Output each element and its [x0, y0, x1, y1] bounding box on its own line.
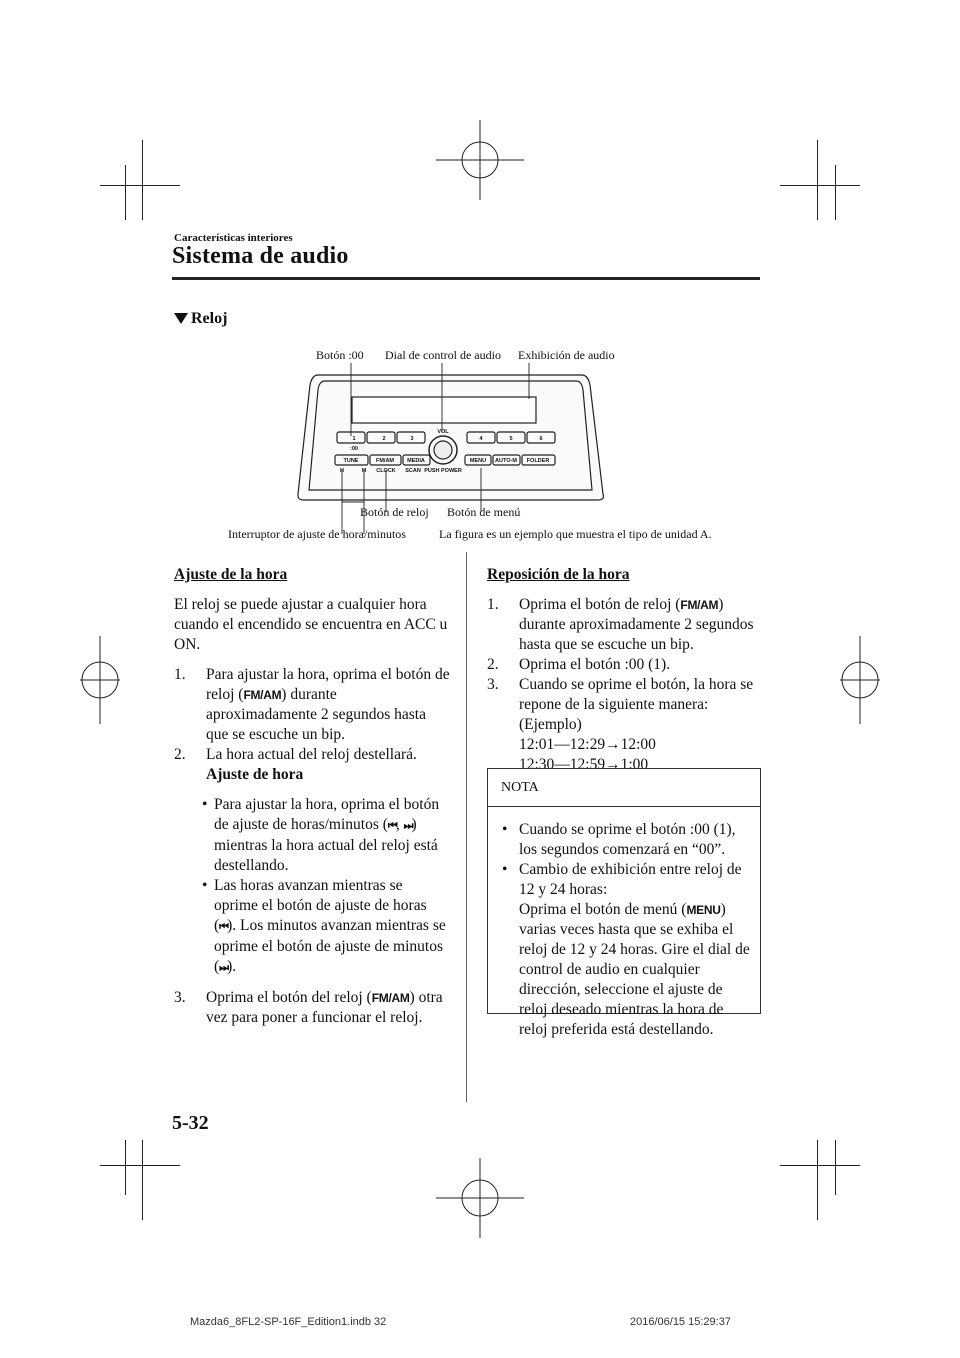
panel-fmam: FM/AM	[375, 458, 395, 464]
label-zero-button: Botón :00	[316, 348, 364, 362]
heading-reposicion: Reposición de la hora	[487, 566, 630, 583]
footer-file: Mazda6_8FL2-SP-16F_Edition1.indb 32	[190, 1316, 387, 1328]
step-1: 1. Para ajustar la hora, oprima el botón de reloj (FM/AM) durante aproximadamente 2 segundos hasta que se escuche un bip.	[174, 666, 450, 743]
panel-push-power: PUSH POWER	[424, 468, 462, 474]
panel-vol: VOL	[437, 429, 449, 435]
subheading: Reloj	[174, 310, 227, 328]
panel-btn-2: 2	[382, 436, 386, 442]
step-3: 3. Oprima el botón del reloj (FM/AM) otra vez para poner a funcionar el reloj.	[174, 989, 443, 1026]
note-item-1: • Cuando se oprime el botón :00 (1), los segundos comenzará en “00”.	[502, 821, 736, 858]
label-hour-minute-switch: Interruptor de ajuste de hora/minutos	[228, 527, 406, 541]
label-audio-dial: Dial de control de audio	[385, 348, 501, 362]
panel-btn-5: 5	[509, 436, 513, 442]
panel-h: H	[340, 468, 344, 474]
panel-btn-6: 6	[539, 436, 543, 442]
column-divider	[466, 552, 467, 1102]
bullet-1: • Para ajustar la hora, oprima el botón de ajuste de horas/minutos (⏮, ⏭) mientras la hora actual del reloj está destellando.	[202, 796, 440, 874]
intro-text: El reloj se puede ajustar a cualquier hora cuando el encendido se encuentra en ACC u ON.	[174, 596, 448, 653]
panel-zero-label: :00	[350, 446, 358, 452]
audio-unit-illustration	[0, 0, 960, 560]
panel-folder: FOLDER	[526, 458, 550, 464]
heading-ajuste: Ajuste de la hora	[174, 566, 288, 583]
next-track-icon: ⏭	[219, 961, 228, 974]
prev-track-icon: ⏮	[387, 819, 396, 832]
label-menu-button: Botón de menú	[447, 505, 521, 519]
footer-date: 2016/06/15 15:29:37	[630, 1316, 731, 1328]
panel-media: MEDIA	[407, 458, 425, 464]
note-item-2: • Cambio de exhibición entre reloj de 12 y 24 horas: Oprima el botón de menú (MENU) varias veces hasta que se exhiba el reloj de 12 y 24 horas. Gire el dial de control de audio en cualquier dirección, seleccione el ajuste de reloj deseado mientras la hora de reloj preferida está destellando.	[502, 861, 750, 1038]
panel-scan: SCAN	[405, 468, 421, 474]
panel-menu: MENU	[469, 458, 487, 464]
panel-m: M	[361, 468, 367, 474]
menu-key: MENU	[686, 903, 721, 917]
fmam-key: FM/AM	[243, 688, 282, 702]
fmam-key: FM/AM	[371, 991, 410, 1005]
page-title: Sistema de audio	[172, 243, 349, 269]
right-column	[487, 565, 759, 775]
note-box	[487, 768, 761, 1038]
figure-caption: La figura es un ejemplo que muestra el tipo de unidad A.	[439, 527, 712, 541]
panel-tune: TUNE	[343, 458, 359, 464]
panel-auto-m: AUTO-M	[495, 458, 517, 464]
panel-clock: CLOCK	[376, 468, 396, 474]
prev-track-icon: ⏮	[219, 920, 228, 933]
panel-btn-4: 4	[479, 436, 483, 442]
page-number: 5-32	[172, 1112, 209, 1134]
step-2: 2. La hora actual del reloj destellará. Ajuste de hora	[174, 746, 417, 783]
reset-step-3: 3. Cuando se oprime el botón, la hora se repone de la siguiente manera: (Ejemplo) 12:01—12:29→12:00 12:30—12:59→1:00	[487, 676, 754, 773]
panel-btn-3: 3	[410, 436, 414, 442]
reset-step-2: 2. Oprima el botón :00 (1).	[487, 656, 671, 673]
fmam-key: FM/AM	[680, 598, 719, 612]
section-label: Características interiores	[174, 232, 293, 244]
label-audio-display: Exhibición de audio	[518, 348, 615, 362]
next-track-icon: ⏭	[403, 819, 412, 832]
panel-btn-1: 1	[352, 436, 356, 442]
note-title: NOTA	[488, 769, 760, 807]
reset-step-1: 1. Oprima el botón de reloj (FM/AM) durante aproximadamente 2 segundos hasta que se escuche un bip.	[487, 596, 754, 653]
left-column	[174, 565, 450, 1028]
step-2-subheading: Ajuste de hora	[206, 766, 304, 783]
bullet-2: • Las horas avanzan mientras se oprime el botón de ajuste de horas (⏮). Los minutos avanzan mientras se oprime el botón de ajuste de minutos (⏭).	[202, 877, 446, 975]
label-clock-button: Botón de reloj	[360, 505, 429, 519]
